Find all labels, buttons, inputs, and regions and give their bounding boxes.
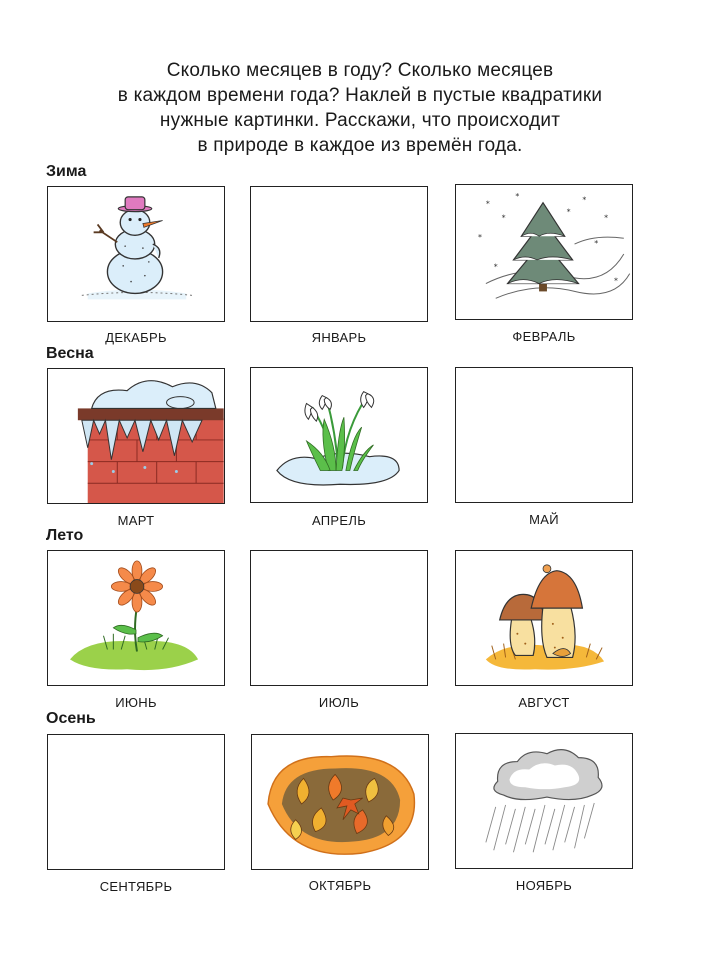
month-label-august: АВГУСТ [518,695,570,710]
svg-text:*: * [604,213,609,223]
month-label-november: НОЯБРЬ [515,878,573,893]
month-label-february: ФЕВРАЛЬ [512,329,576,344]
svg-text:*: * [582,195,587,205]
month-label-june: ИЮНЬ [115,695,157,710]
month-label-march: МАРТ [117,513,155,528]
snowdrops-icon [251,368,427,502]
svg-text:*: * [594,239,599,249]
instructions-line: в природе в каждое из времён года. [197,135,523,156]
empty-sticker-slot [250,550,428,686]
season-title-winter: Зима [46,163,87,180]
svg-text:*: * [493,262,498,272]
season-title-spring: Весна [46,345,94,362]
month-label-december: ДЕКАБРЬ [105,330,167,345]
season-title-summer: Лето [46,527,84,544]
month-label-september: СЕНТЯБРЬ [99,879,173,894]
autumn-leaves-icon [252,735,428,869]
instructions-line: нужные картинки. Расскажи, что происходит [159,110,561,131]
season-title-autumn: Осень [46,710,96,727]
picture-card-autumn-leaves [251,734,429,870]
picture-card-snowdrops [250,367,428,503]
month-label-july: ИЮЛЬ [318,695,360,710]
month-label-april: АПРЕЛЬ [311,513,367,528]
picture-card-rain-cloud [455,733,633,869]
picture-card-mushrooms [455,550,633,686]
month-label-october: ОКТЯБРЬ [308,878,372,893]
mushrooms-icon [456,551,632,685]
svg-text:*: * [515,191,520,201]
empty-sticker-slot [250,186,428,322]
svg-text:*: * [485,199,490,209]
month-label-january: ЯНВАРЬ [311,330,367,345]
instructions-line: Сколько месяцев в году? Сколько месяцев [166,60,554,81]
picture-card-roof [47,368,225,504]
empty-sticker-slot [455,367,633,503]
instructions-text [60,58,660,158]
snowy-fir-tree-icon [456,185,632,319]
picture-card-flower [47,550,225,686]
rain-cloud-icon [456,734,632,868]
svg-text:*: * [566,207,571,217]
svg-text:*: * [477,233,482,243]
picture-card-snowman [47,186,225,322]
flower-icon [48,551,224,685]
melting-roof-icon [48,369,224,503]
month-label-may: МАЙ [529,512,559,527]
svg-text:*: * [613,276,618,286]
instructions-line: в каждом времени года? Наклей в пустые квадратики [117,85,603,106]
picture-card-fir-tree [455,184,633,320]
snowman-icon [48,187,224,321]
empty-sticker-slot [47,734,225,870]
svg-text:*: * [501,213,506,223]
